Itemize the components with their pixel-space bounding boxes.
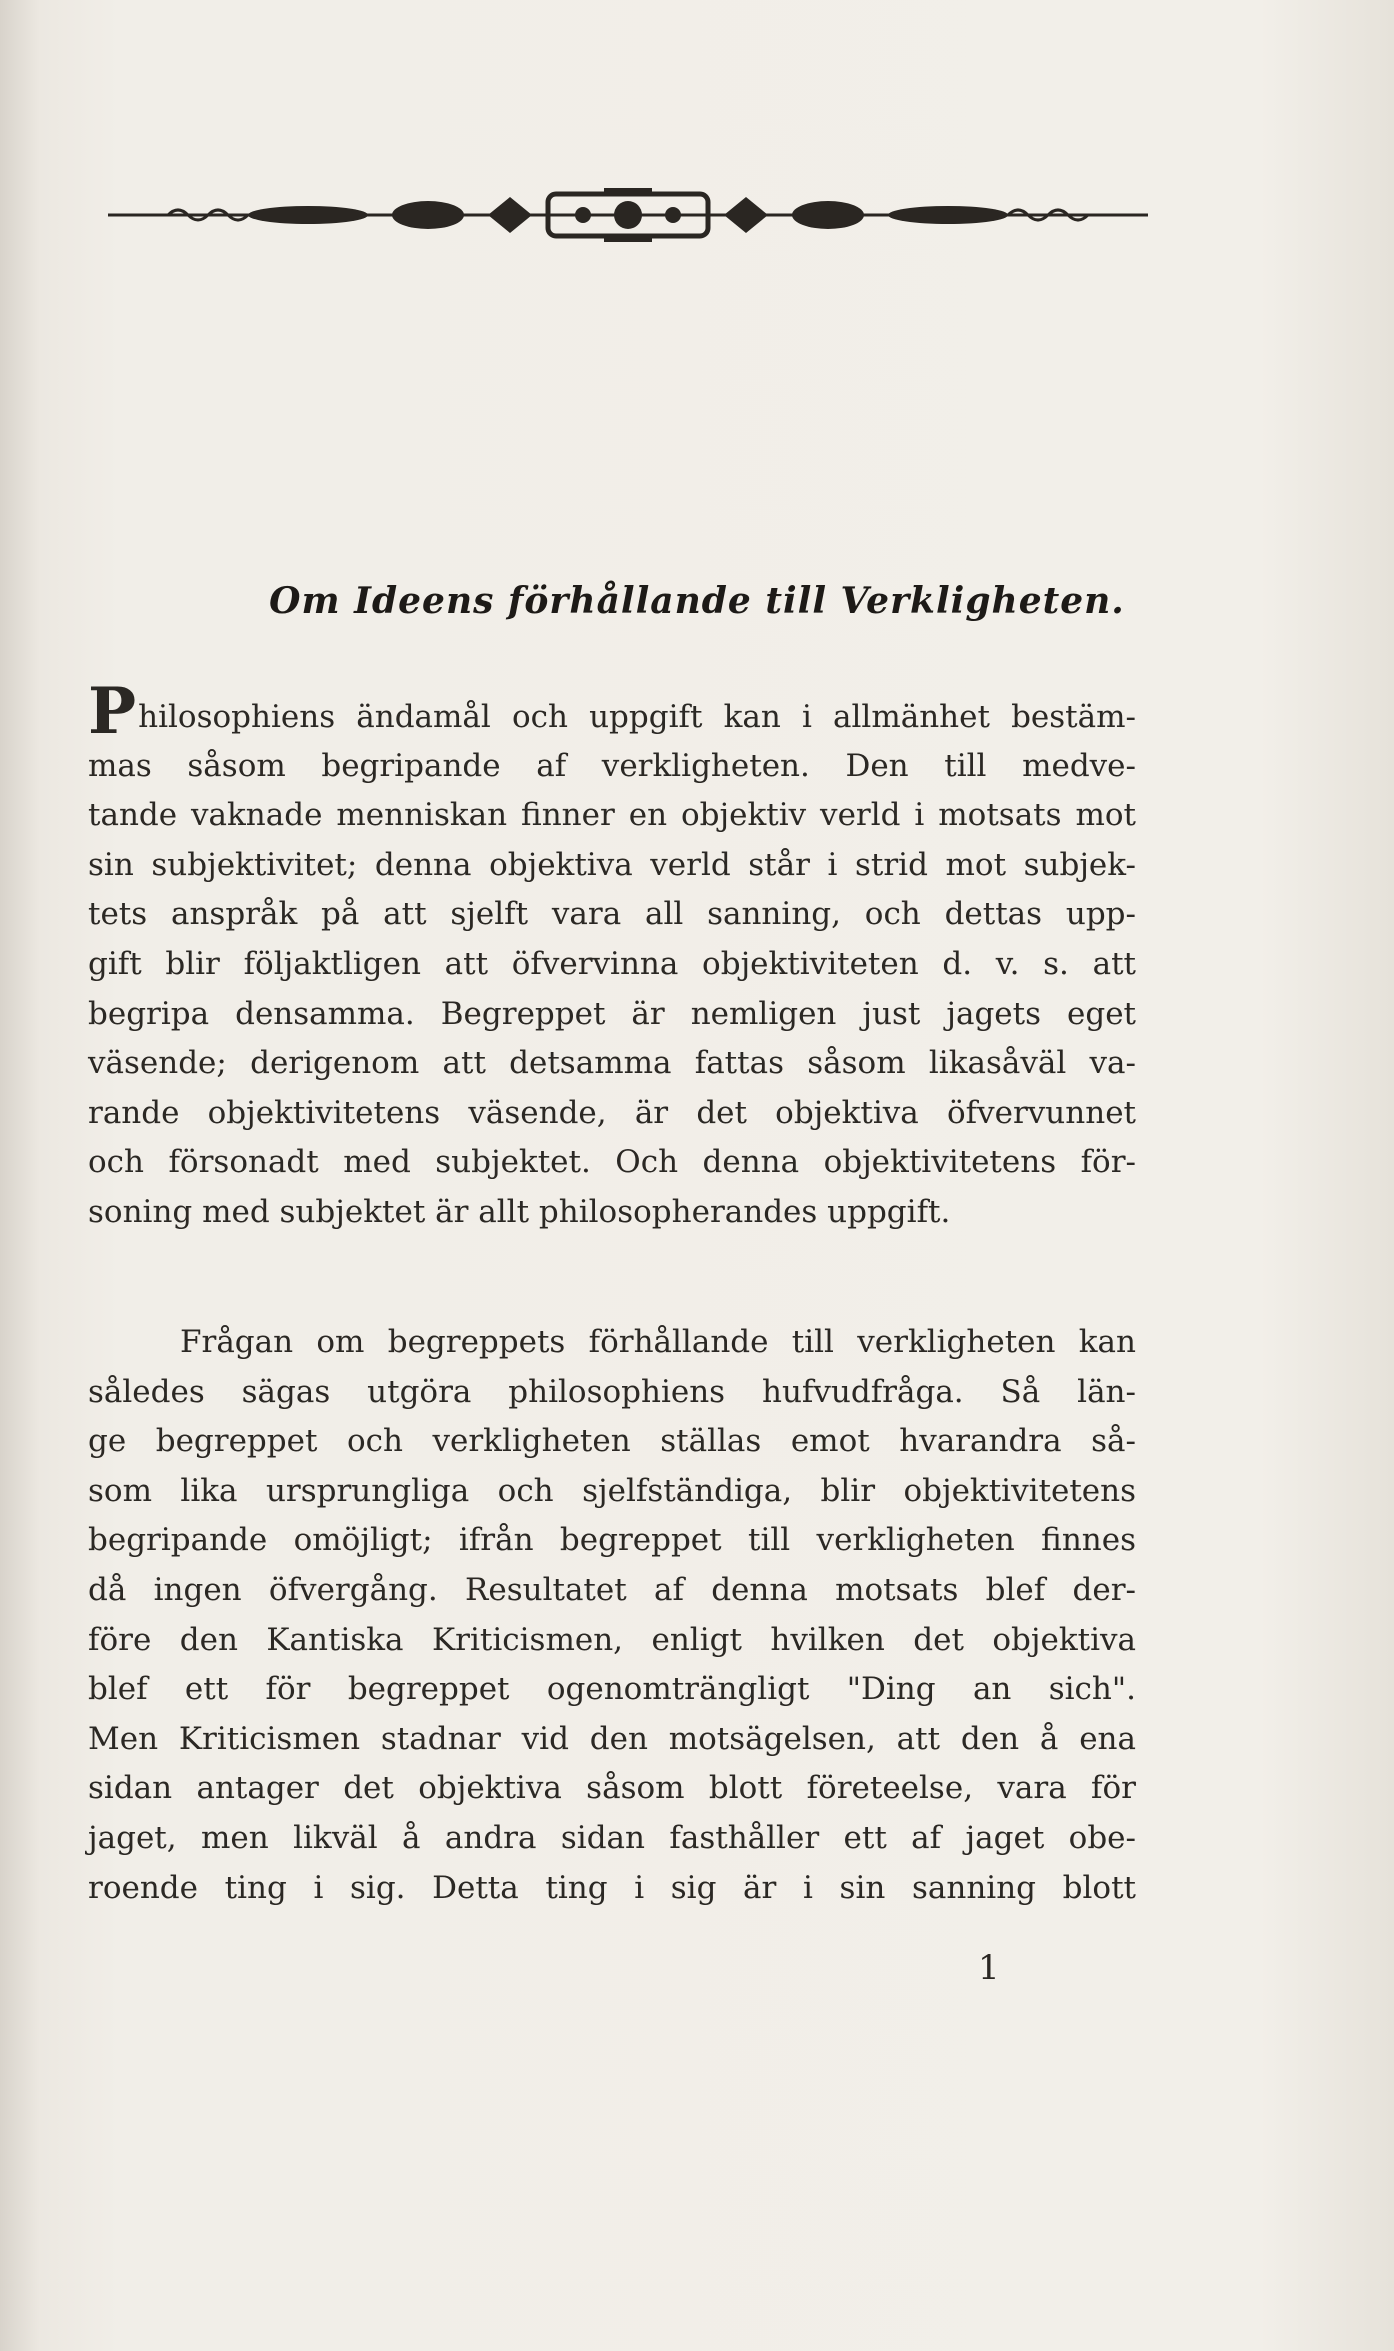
text-line: Frågan om begreppets förhållande till verkligheten kan bbox=[180, 1324, 1136, 1360]
text-line: begripa densamma. Begreppet är nemligen just jagets eget bbox=[88, 995, 1136, 1032]
text-line: ge begreppet och verkligheten ställas emot hvarandra så- bbox=[88, 1423, 1136, 1460]
text-line: gift blir följaktligen att öfvervinna objektiviteten d. v. s. att bbox=[88, 945, 1136, 982]
drop-cap: P bbox=[88, 674, 137, 749]
text-line: soning med subjektet är allt philosopherandes uppgift. bbox=[88, 1193, 951, 1230]
text-line: då ingen öfvergång. Resultatet af denna motsats blef der- bbox=[88, 1571, 1136, 1608]
text-line: Men Kriticismen stadnar vid den motsägelsen, att den å ena bbox=[88, 1720, 1136, 1757]
chapter-title: Om Ideens förhållande till Verkligheten. bbox=[269, 580, 1125, 622]
text-line: Philosophiens ändamål och uppgift kan i allmänhet bestäm- bbox=[88, 674, 1136, 749]
text-line: sin subjektivitet; denna objektiva verld står i strid mot subjek- bbox=[88, 846, 1136, 883]
paragraph-1 bbox=[88, 674, 1136, 1238]
text-line: jaget, men likväl å andra sidan fasthåller ett af jaget obe- bbox=[88, 1819, 1136, 1856]
text-line: sidan antager det objektiva såsom blott företeelse, vara för bbox=[88, 1770, 1136, 1807]
text-line: tande vaknade menniskan finner en objektiv verld i motsats mot bbox=[88, 797, 1136, 834]
text-line: blef ett för begreppet ogenomträngligt "Ding an sich". bbox=[88, 1671, 1136, 1708]
text-line: begripande omöjligt; ifrån begreppet till verkligheten finnes bbox=[88, 1522, 1136, 1559]
ornamental-rule-icon bbox=[108, 186, 1148, 244]
text-line: som lika ursprungliga och sjelfständiga, blir objektivitetens bbox=[88, 1472, 1136, 1509]
text-line: mas såsom begripande af verkligheten. Den till medve- bbox=[88, 747, 1136, 784]
text-line: väsende; derigenom att detsamma fattas såsom likasåväl va- bbox=[88, 1045, 1136, 1082]
text-line: rande objektivitetens väsende, är det objektiva öfvervunnet bbox=[88, 1094, 1136, 1131]
paragraph-2 bbox=[88, 1318, 1136, 1913]
text-line: roende ting i sig. Detta ting i sig är i sin sanning blott bbox=[88, 1869, 1136, 1906]
text-line: tets anspråk på att sjelft vara all sanning, och dettas upp- bbox=[88, 896, 1136, 933]
text-line: således sägas utgöra philosophiens hufvudfråga. Så län- bbox=[88, 1373, 1136, 1410]
text-line: och försonadt med subjektet. Och denna objektivitetens för- bbox=[88, 1144, 1136, 1181]
text-line: före den Kantiska Kriticismen, enligt hvilken det objektiva bbox=[88, 1621, 1136, 1658]
page-number: 1 bbox=[978, 1948, 1000, 1988]
